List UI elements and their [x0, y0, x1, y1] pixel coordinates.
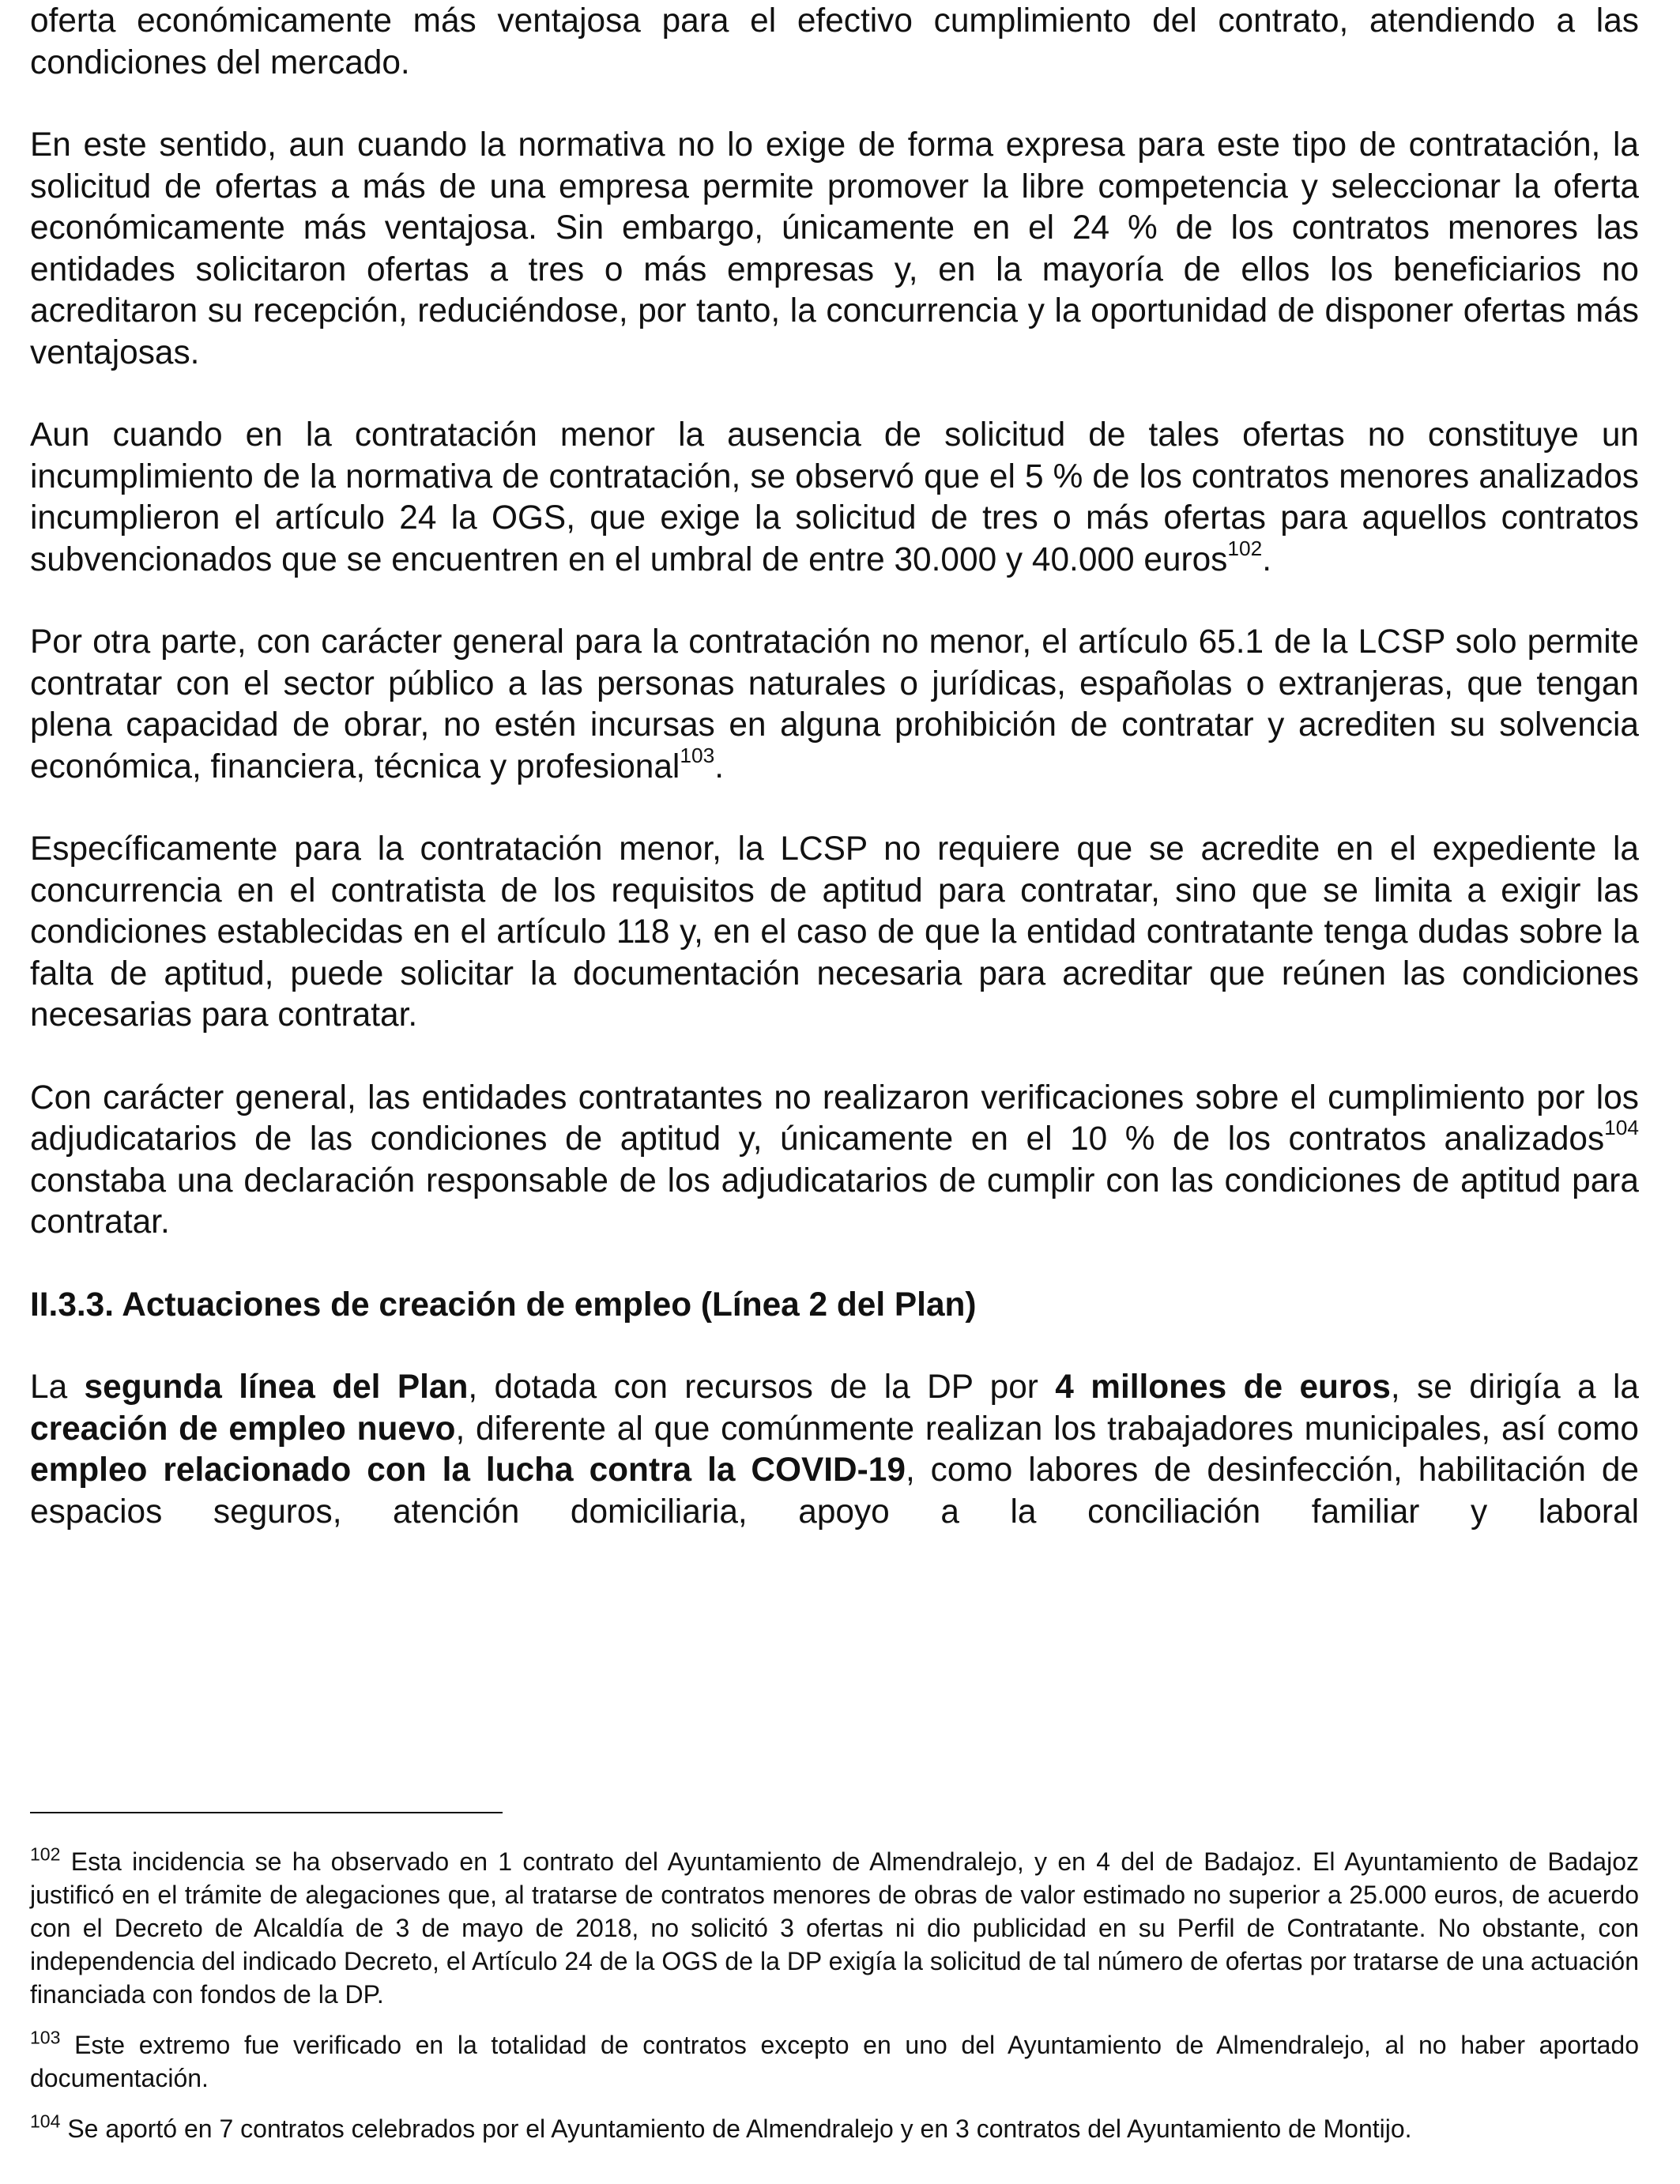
footnote-text: Esta incidencia se ha observado en 1 contrato del Ayuntamiento de Almendralejo, y en 4 del de Badajoz. El Ayuntamiento de Badajoz justificó en el trámite de alegaciones que, al tratarse de contratos menores de obras de valor estimado no superior a 25.000 euros, de acuerdo con el Decreto de Alcaldía de 3 de mayo de 2018, no solicitó 3 ofertas ni dio publicidad en su Perfil de Contratante. No obstante, con independencia del indicado Decreto, el Artículo 24 de la OGS de la DP exigía la solicitud de tal número de ofertas por tratarse de una actuación financiada con fondos de la DP.: [30, 1847, 1639, 2009]
footnote-text: Se aportó en 7 contratos celebrados por el Ayuntamiento de Almendralejo y en 3 contratos del Ayuntamiento de Montijo.: [60, 2114, 1412, 2143]
paragraph-text: Aun cuando en la contratación menor la ausencia de solicitud de tales ofertas no constituye un incumplimiento de la normativa de contratación, se observó que el 5 % de los contratos menores analizados incumplieron el artículo 24 la OGS, que exige la solicitud de tres o más ofertas para aquellos contratos subvencionados que se encuentren en el umbral de entre 30.000 y 40.000 euros: [30, 416, 1639, 578]
paragraph-end: .: [714, 747, 724, 785]
text-run: , dotada con recursos de la DP por: [468, 1368, 1056, 1405]
footnotes: [30, 1845, 1639, 2163]
paragraph-text: Con carácter general, las entidades contratantes no realizaron verificaciones sobre el cumplimiento por los adjudicatarios de las condiciones de aptitud y, únicamente en el 10 % de los contratos analizados: [30, 1078, 1639, 1157]
paragraph-verificaciones: [30, 1077, 1639, 1243]
footnote-ref-102[interactable]: 102: [1227, 536, 1263, 560]
paragraph-end: .: [1262, 540, 1271, 578]
footnote-number: 104: [30, 2111, 61, 2132]
paragraph-solicitud-ofertas: En este sentido, aun cuando la normativa no lo exige de forma expresa para este tipo de contratación, la solicitud de ofertas a más de una empresa permite promover la libre competencia y seleccionar la oferta económicamente más ventajosa. Sin embargo, únicamente en el 24 % de los contratos menores las entidades solicitaron ofertas a tres o más empresas y, en la mayoría de ellos los beneficiarios no acreditaron su recepción, reduciéndose, por tanto, la concurrencia y la oportunidad de disponer ofertas más ventajosas.: [30, 126, 1639, 371]
footnote-text: Este extremo fue verificado en la totalidad de contratos excepto en uno del Ayuntamiento de Almendralejo, al no haber aportado documentación.: [30, 2031, 1639, 2092]
text-run: La: [30, 1368, 85, 1405]
text-run: , como labores de desinfección, habilitación de espacios seguros, atención domiciliaria, apoyo a la conciliación familiar y laboral: [30, 1451, 1640, 1530]
footnote-ref-103[interactable]: 103: [680, 743, 715, 767]
footnote-number: 102: [30, 1843, 61, 1865]
paragraph-contratacion-menor: Específicamente para la contratación menor, la LCSP no requiere que se acredite en el expediente la concurrencia en el contratista de los requisitos de aptitud para contratar, sino que se limita a exigir las condiciones establecidas en el artículo 118 y, en el caso de que la entidad contratante tenga dudas sobre la falta de aptitud, puede solicitar la documentación necesaria para acreditar que reúnen las condiciones necesarias para contratar.: [30, 830, 1639, 1033]
footnote-ref-104[interactable]: 104: [1604, 1116, 1639, 1140]
paragraph-text-cont: constaba una declaración responsable de los adjudicatarios de cumplir con las condiciones de aptitud para contratar.: [30, 1161, 1639, 1240]
paragraph-intro: oferta económicamente más ventajosa para el efectivo cumplimiento del contrato, atendiendo a las condiciones del mercado.: [30, 2, 1639, 81]
paragraph-segunda-linea: [30, 1366, 1639, 1532]
bold-run: creación de empleo nuevo: [30, 1409, 456, 1447]
footnote-102: [30, 1845, 1639, 2011]
section-heading: II.3.3. Actuaciones de creación de empleo (Línea 2 del Plan): [30, 1285, 977, 1323]
paragraph-text: Por otra parte, con carácter general para la contratación no menor, el artículo 65.1 de la LCSP solo permite contratar con el sector público a las personas naturales o jurídicas, españolas o extranjeras, que tengan plena capacidad de obrar, no estén incursas en alguna prohibición de contratar y acrediten su solvencia económica, financiera, técnica y profesional: [30, 623, 1639, 785]
document-page: [30, 0, 1639, 2184]
footnote-separator: [30, 1812, 503, 1813]
text-run: , diferente al que comúnmente realizan los trabajadores municipales, así como: [455, 1409, 1639, 1447]
paragraph-ogs-articulo-24: [30, 414, 1639, 580]
body-text: [30, 0, 1639, 1532]
text-run: , se dirigía a la: [1390, 1368, 1639, 1405]
bold-run: segunda línea del Plan: [84, 1368, 469, 1405]
footnote-103: [30, 2028, 1639, 2095]
footnote-104: [30, 2112, 1639, 2145]
bold-run: empleo relacionado con la lucha contra la COVID-19: [30, 1451, 906, 1488]
paragraph-lcsp-65: [30, 621, 1639, 787]
bold-run: 4 millones de euros: [1055, 1368, 1391, 1405]
footnote-number: 103: [30, 2027, 61, 2048]
